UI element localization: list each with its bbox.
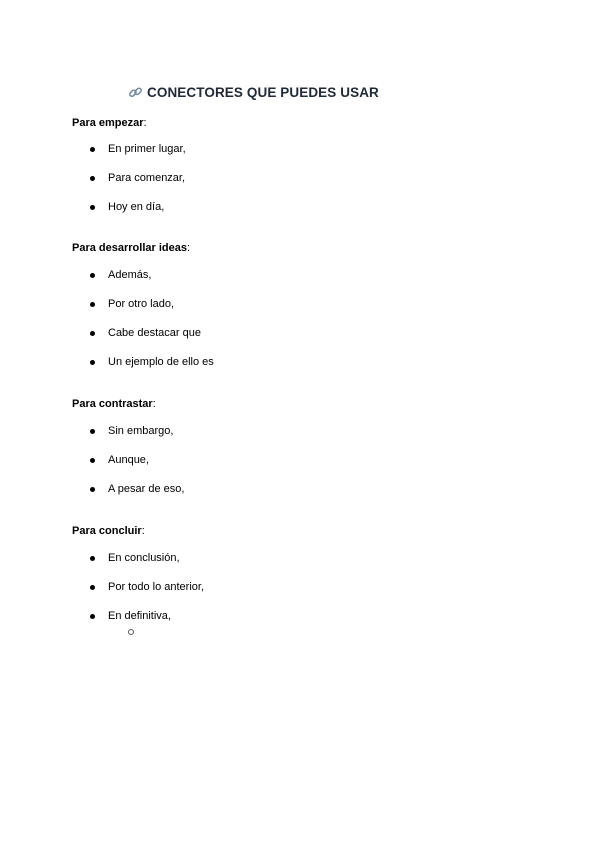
list-item-text: Para comenzar,	[108, 172, 186, 184]
heading-colon: :	[141, 525, 145, 537]
section-heading-label: Para empezar	[72, 117, 144, 129]
list-item	[90, 143, 186, 155]
list-item	[90, 581, 204, 593]
heading-colon: :	[143, 117, 147, 129]
bullet-icon	[90, 585, 95, 590]
list-item	[90, 552, 180, 564]
list-item	[90, 356, 214, 368]
bullet-icon	[90, 205, 95, 210]
bullet-icon	[90, 487, 95, 492]
heading-colon: :	[152, 398, 156, 410]
list-item	[90, 201, 164, 213]
list-item-text: Aunque,	[108, 454, 149, 466]
list-item-text: Un ejemplo de ello es	[108, 356, 214, 368]
list-item	[90, 425, 173, 437]
list-item-text: Por otro lado,	[108, 298, 175, 310]
list-item-text: En primer lugar,	[108, 143, 186, 155]
section-heading-desarrollar	[72, 242, 190, 254]
bullet-icon	[90, 302, 95, 307]
page-title	[128, 85, 379, 100]
bullet-icon	[90, 176, 95, 181]
list-item-text: A pesar de eso,	[108, 483, 185, 495]
bullet-icon	[90, 614, 95, 619]
title-text: CONECTORES QUE PUEDES USAR	[147, 85, 379, 100]
bullet-icon	[90, 147, 95, 152]
list-item	[90, 454, 149, 466]
list-item-text: Cabe destacar que	[108, 327, 201, 339]
bullet-icon	[90, 331, 95, 336]
list-item	[90, 298, 174, 310]
list-item	[90, 327, 201, 339]
bullet-icon	[90, 458, 95, 463]
list-item-text: Sin embargo,	[108, 425, 174, 437]
list-item-text: Además,	[108, 269, 152, 281]
list-item-text: En conclusión,	[108, 552, 180, 564]
list-item	[90, 269, 151, 281]
bullet-icon	[90, 429, 95, 434]
list-item-text: Por todo lo anterior,	[108, 581, 205, 593]
list-item-text: En definitiva,	[108, 610, 171, 622]
empty-sub-bullet-icon	[128, 629, 134, 635]
section-heading-contrastar	[72, 398, 156, 410]
section-heading-label: Para concluir	[72, 525, 142, 537]
list-item	[90, 172, 185, 184]
list-item	[90, 610, 171, 622]
section-heading-label: Para desarrollar ideas	[72, 242, 187, 254]
heading-colon: :	[186, 242, 191, 254]
bullet-icon	[90, 556, 95, 561]
list-item	[90, 483, 184, 495]
list-item-text: Hoy en día,	[108, 201, 165, 213]
link-icon	[128, 85, 143, 100]
bullet-icon	[90, 360, 95, 365]
bullet-icon	[90, 273, 95, 278]
section-heading-label: Para contrastar	[72, 398, 153, 410]
section-heading-concluir	[72, 525, 145, 537]
section-heading-empezar	[72, 117, 147, 129]
